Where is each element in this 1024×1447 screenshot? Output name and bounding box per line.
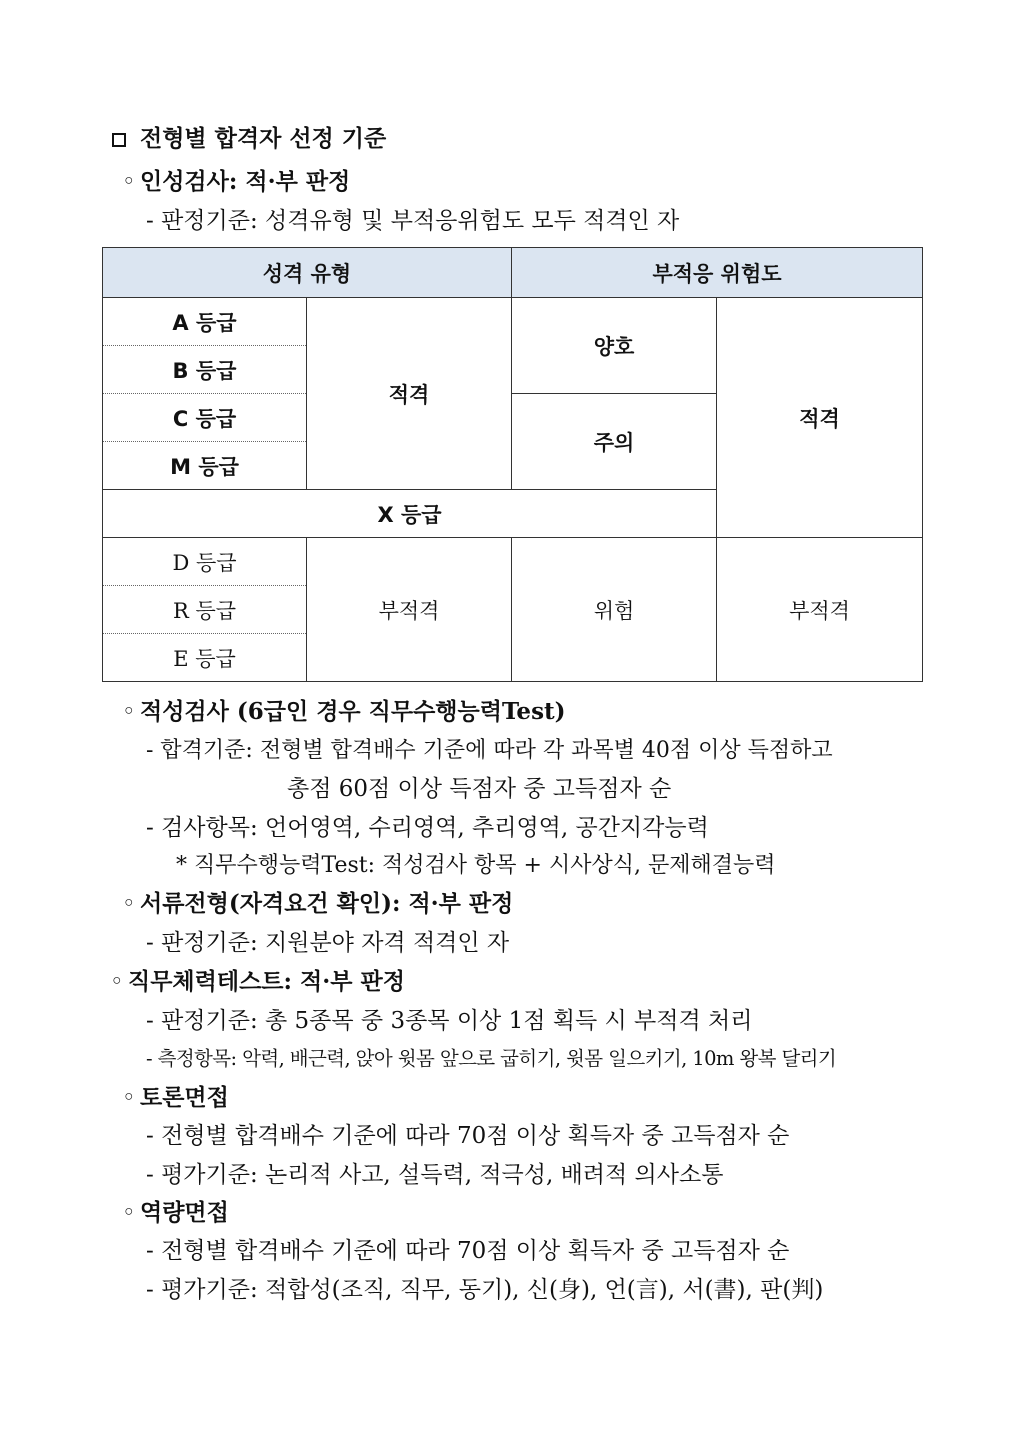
grade-m-cell: M 등급 xyxy=(103,442,307,490)
checkbox-icon xyxy=(112,133,126,147)
grade-x-cell: X 등급 xyxy=(103,490,717,538)
personality-grade-table xyxy=(102,247,923,682)
risk-pass-cell: 적격 xyxy=(717,298,923,538)
type-fail-cell: 부적격 xyxy=(307,538,512,682)
fitness-line-1: - 판정기준: 총 5종목 중 3종목 이상 1점 획득 시 부적격 처리 xyxy=(146,1008,753,1034)
fitness-line-2: - 측정항목: 악력, 배근력, 앉아 윗몸 앞으로 굽히기, 윗몸 일으키기, 10m 왕복 달리기 xyxy=(146,1047,837,1070)
personality-criteria: - 판정기준: 성격유형 및 부적응위험도 모두 적격인 자 xyxy=(146,208,680,234)
grade-c-cell: C 등급 xyxy=(103,394,307,442)
section-personality: ◦ 인성검사: 적·부 판정 xyxy=(122,168,351,195)
risk-danger-cell: 위험 xyxy=(512,538,717,682)
grade-b-cell: B 등급 xyxy=(103,346,307,394)
grade-e-cell: E 등급 xyxy=(103,634,307,682)
discussion-line-2: - 평가기준: 논리적 사고, 설득력, 적극성, 배려적 의사소통 xyxy=(146,1162,724,1188)
aptitude-line-3: - 검사항목: 언어영역, 수리영역, 추리영역, 공간지각능력 xyxy=(146,815,709,841)
section-aptitude: ◦ 적성검사 (6급인 경우 직무수행능력Test) xyxy=(122,698,566,725)
grade-r-cell: R 등급 xyxy=(103,586,307,634)
type-pass-cell: 적격 xyxy=(307,298,512,490)
header-maladjustment-risk: 부적응 위험도 xyxy=(512,248,923,298)
risk-good-cell: 양호 xyxy=(512,298,717,394)
competency-line-1: - 전형별 합격배수 기준에 따라 70점 이상 획득자 중 고득점자 순 xyxy=(146,1238,790,1264)
aptitude-line-2: 총점 60점 이상 득점자 중 고득점자 순 xyxy=(287,776,672,802)
page-heading: 전형별 합격자 선정 기준 xyxy=(112,124,386,154)
grade-a-cell: A 등급 xyxy=(103,298,307,346)
header-personality-type: 성격 유형 xyxy=(103,248,512,298)
grade-d-cell: D 등급 xyxy=(103,538,307,586)
bullet-icon: ◦ xyxy=(122,1084,136,1111)
bullet-icon: ◦ xyxy=(122,890,136,917)
bullet-icon: ◦ xyxy=(122,1199,136,1226)
risk-fail-cell: 부적격 xyxy=(717,538,923,682)
section-documents: ◦ 서류전형(자격요건 확인): 적·부 판정 xyxy=(122,890,514,917)
bullet-icon: ◦ xyxy=(122,698,136,725)
aptitude-line-4: * 직무수행능력Test: 적성검사 항목 + 시사상식, 문제해결능력 xyxy=(176,853,776,878)
section-fitness: ◦ 직무체력테스트: 적·부 판정 xyxy=(110,968,405,995)
discussion-line-1: - 전형별 합격배수 기준에 따라 70점 이상 획득자 중 고득점자 순 xyxy=(146,1123,790,1149)
bullet-icon: ◦ xyxy=(122,168,136,195)
section-competency: ◦ 역량면접 xyxy=(122,1199,229,1226)
documents-line-1: - 판정기준: 지원분야 자격 적격인 자 xyxy=(146,930,510,956)
section-discussion: ◦ 토론면접 xyxy=(122,1084,229,1111)
risk-caution-cell: 주의 xyxy=(512,394,717,490)
aptitude-line-1: - 합격기준: 전형별 합격배수 기준에 따라 각 과목별 40점 이상 득점하고 xyxy=(146,738,833,763)
bullet-icon: ◦ xyxy=(110,968,124,995)
competency-line-2: - 평가기준: 적합성(조직, 직무, 동기), 신(身), 언(言), 서(書), 판(判) xyxy=(146,1277,824,1303)
